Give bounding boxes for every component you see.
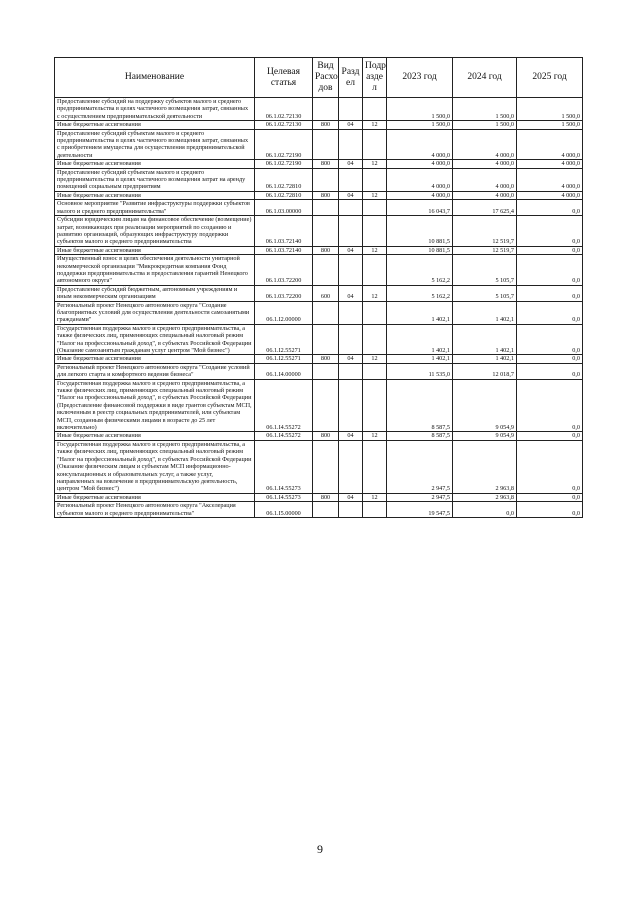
subsection: 12: [363, 121, 387, 129]
table-row: [55, 432, 583, 440]
amount-2025: 0,0: [517, 285, 583, 301]
row-name: Иные бюджетные ассигнования: [55, 432, 255, 440]
subsection: 12: [363, 432, 387, 440]
section: [339, 168, 363, 191]
expense-type: [313, 301, 339, 324]
subsection: [363, 440, 387, 493]
section: [339, 440, 363, 493]
header-name: Наименование: [55, 58, 255, 98]
row-name: Государственная поддержка малого и среднего предпринимательства, а также физических лиц, применяющих специальный налоговый режим "Налог на профессиональный доход", в субъектах Российской Федерации (Предоставление финансовой поддержки в виде грантов субъектам МСП, включенным в реестр социальных предпринимателей, или субъектам МСП, созданным физическими лицами в возрасте до 25 лет включительно): [55, 379, 255, 432]
target-code: 06.1.I4.55272: [255, 379, 313, 432]
amount-2024: 1 402,1: [453, 324, 517, 355]
row-name: Предоставление субсидий бюджетным, автономным учреждениям и иным некоммерческим организациям: [55, 285, 255, 301]
amount-2025: 4 000,0: [517, 168, 583, 191]
expense-type: [313, 200, 339, 216]
table-row: [55, 379, 583, 432]
expense-type: [313, 216, 339, 247]
amount-2024: 5 105,7: [453, 255, 517, 286]
expense-type: [313, 440, 339, 493]
section: [339, 502, 363, 518]
row-name: Основное мероприятие "Развитие инфраструктуры поддержки субъектов малого и среднего предпринимательства": [55, 200, 255, 216]
target-code: 06.1.I4.55273: [255, 493, 313, 501]
table-row: [55, 255, 583, 286]
expense-type: 800: [313, 160, 339, 168]
amount-2025: 4 000,0: [517, 160, 583, 168]
subsection: [363, 301, 387, 324]
section: [339, 255, 363, 286]
expense-type: [313, 129, 339, 160]
amount-2023: 4 000,0: [387, 129, 453, 160]
amount-2025: 0,0: [517, 502, 583, 518]
section: [339, 129, 363, 160]
subsection: [363, 363, 387, 379]
amount-2024: 9 054,9: [453, 379, 517, 432]
target-code: 06.1.02.72190: [255, 160, 313, 168]
subsection: 12: [363, 246, 387, 254]
amount-2023: 19 547,5: [387, 502, 453, 518]
target-code: 06.1.I4.55272: [255, 432, 313, 440]
target-code: 06.1.02.72130: [255, 98, 313, 121]
target-code: 06.1.03.72200: [255, 255, 313, 286]
amount-2025: 0,0: [517, 379, 583, 432]
amount-2025: 0,0: [517, 324, 583, 355]
section: 04: [339, 246, 363, 254]
table-row: [55, 129, 583, 160]
header-razdel: Разд ел: [339, 58, 363, 98]
table-row: [55, 98, 583, 121]
amount-2024: 4 000,0: [453, 160, 517, 168]
amount-2023: 5 162,2: [387, 255, 453, 286]
amount-2025: 0,0: [517, 255, 583, 286]
expense-type: [313, 363, 339, 379]
row-name: Предоставление субсидий субъектам малого и среднего предпринимательства в целях частичного возмещения затрат на аренду помещений социальным предприятиям: [55, 168, 255, 191]
section: 04: [339, 121, 363, 129]
header-vid: Вид Расхо дов: [313, 58, 339, 98]
target-code: 06.1.03.72140: [255, 216, 313, 247]
expense-type: 800: [313, 432, 339, 440]
target-code: 06.1.03.72140: [255, 246, 313, 254]
table-row: [55, 502, 583, 518]
amount-2025: 0,0: [517, 301, 583, 324]
amount-2023: 1 500,0: [387, 98, 453, 121]
amount-2024: 2 963,8: [453, 440, 517, 493]
table-header-row: [55, 58, 583, 98]
amount-2023: 10 881,5: [387, 216, 453, 247]
budget-table: [54, 57, 583, 518]
target-code: 06.1.02.72810: [255, 191, 313, 199]
amount-2023: 4 000,0: [387, 160, 453, 168]
row-name: Иные бюджетные ассигнования: [55, 246, 255, 254]
target-code: 06.1.02.72190: [255, 129, 313, 160]
amount-2023: 1 402,1: [387, 355, 453, 363]
expense-type: [313, 98, 339, 121]
amount-2024: 4 000,0: [453, 168, 517, 191]
amount-2025: 0,0: [517, 432, 583, 440]
expense-type: [313, 255, 339, 286]
row-name: Иные бюджетные ассигнования: [55, 355, 255, 363]
section: [339, 324, 363, 355]
amount-2024: 0,0: [453, 502, 517, 518]
section: 04: [339, 493, 363, 501]
amount-2024: 1 500,0: [453, 121, 517, 129]
expense-type: 800: [313, 493, 339, 501]
amount-2023: 10 881,5: [387, 246, 453, 254]
amount-2025: 0,0: [517, 440, 583, 493]
row-name: Иные бюджетные ассигнования: [55, 191, 255, 199]
subsection: [363, 502, 387, 518]
amount-2024: 4 000,0: [453, 191, 517, 199]
expense-type: [313, 502, 339, 518]
amount-2025: 1 500,0: [517, 98, 583, 121]
expense-type: [313, 379, 339, 432]
amount-2023: 1 402,1: [387, 301, 453, 324]
target-code: 06.1.I4.00000: [255, 363, 313, 379]
amount-2025: 0,0: [517, 493, 583, 501]
header-2024: 2024 год: [453, 58, 517, 98]
row-name: Государственная поддержка малого и среднего предпринимательства, а также физических лиц, применяющих специальный налоговый режим "Налог на профессиональный доход", в субъектах Российской Федерации (Оказание самозанятым гражданам услуг центром "Мой бизнес"): [55, 324, 255, 355]
table-row: [55, 324, 583, 355]
row-name: Государственная поддержка малого и среднего предпринимательства, а также физических лиц, применяющих специальный налоговый режим "Налог на профессиональный доход", в субъектах Российской Федерации (Оказание физическим лицам и субъектам МСП информационно-консультационных и образовательных услуг, а также услуг, направленных на вовлечение в предпринимательскую деятельность, центром "Мой бизнес"): [55, 440, 255, 493]
subsection: 12: [363, 285, 387, 301]
section: [339, 200, 363, 216]
amount-2023: 8 587,5: [387, 432, 453, 440]
section: 04: [339, 285, 363, 301]
amount-2024: 1 500,0: [453, 98, 517, 121]
section: 04: [339, 191, 363, 199]
amount-2024: 5 105,7: [453, 285, 517, 301]
row-name: Региональный проект Ненецкого автономного округа "Акселерация субъектов малого и среднего предпринимательства": [55, 502, 255, 518]
amount-2024: 4 000,0: [453, 129, 517, 160]
target-code: 06.1.I2.00000: [255, 301, 313, 324]
section: 04: [339, 432, 363, 440]
table-row: [55, 301, 583, 324]
amount-2024: 17 625,4: [453, 200, 517, 216]
target-code: 06.1.I4.55273: [255, 440, 313, 493]
amount-2024: 2 963,8: [453, 493, 517, 501]
target-code: 06.1.02.72130: [255, 121, 313, 129]
header-podrazdel: Подр азде л: [363, 58, 387, 98]
expense-type: [313, 324, 339, 355]
header-target: Целевая статья: [255, 58, 313, 98]
amount-2023: 4 000,0: [387, 168, 453, 191]
amount-2023: 1 402,1: [387, 324, 453, 355]
amount-2025: 4 000,0: [517, 129, 583, 160]
row-name: Иные бюджетные ассигнования: [55, 493, 255, 501]
expense-type: 600: [313, 285, 339, 301]
target-code: 06.1.I5.00000: [255, 502, 313, 518]
row-name: Предоставление субсидий субъектам малого и среднего предпринимательства в целях частичного возмещения затрат, связанных с приобретением имущества для осуществления предпринимательской деятельности: [55, 129, 255, 160]
amount-2023: 4 000,0: [387, 191, 453, 199]
subsection: [363, 98, 387, 121]
amount-2024: 1 402,1: [453, 355, 517, 363]
expense-type: 800: [313, 355, 339, 363]
amount-2025: 0,0: [517, 355, 583, 363]
subsection: [363, 379, 387, 432]
expense-type: 800: [313, 121, 339, 129]
section: [339, 301, 363, 324]
row-name: Региональный проект Ненецкого автономного округа "Создание условий для легкого старта и комфортного ведения бизнеса": [55, 363, 255, 379]
header-2023: 2023 год: [387, 58, 453, 98]
row-name: Имущественный взнос в целях обеспечения деятельности унитарной некоммерческой организации "Микрокредитная компания Фонд поддержки предпринимательства и предоставления гарантий Ненецкого автономного округа": [55, 255, 255, 286]
row-name: Предоставление субсидий на поддержку субъектов малого и среднего предпринимательства в целях частичного возмещения затрат, связанных с осуществлением предпринимательской деятельности: [55, 98, 255, 121]
subsection: [363, 168, 387, 191]
table-row: [55, 493, 583, 501]
subsection: [363, 216, 387, 247]
amount-2025: 0,0: [517, 216, 583, 247]
row-name: Региональный проект Ненецкого автономного округа "Создание благоприятных условий для осуществления деятельности самозанятыми гражданами": [55, 301, 255, 324]
row-name: Иные бюджетные ассигнования: [55, 121, 255, 129]
target-code: 06.1.03.00000: [255, 200, 313, 216]
amount-2023: 2 947,5: [387, 440, 453, 493]
amount-2024: 12 519,7: [453, 216, 517, 247]
section: [339, 216, 363, 247]
table-row: [55, 160, 583, 168]
table-row: [55, 363, 583, 379]
table-body: [55, 98, 583, 518]
amount-2025: 0,0: [517, 246, 583, 254]
target-code: 06.1.02.72810: [255, 168, 313, 191]
row-name: Иные бюджетные ассигнования: [55, 160, 255, 168]
amount-2025: 0,0: [517, 363, 583, 379]
amount-2023: 5 162,2: [387, 285, 453, 301]
amount-2024: 1 402,1: [453, 301, 517, 324]
table-row: [55, 440, 583, 493]
amount-2023: 1 500,0: [387, 121, 453, 129]
table-row: [55, 285, 583, 301]
table-row: [55, 216, 583, 247]
section: [339, 363, 363, 379]
subsection: [363, 200, 387, 216]
target-code: 06.1.I2.55271: [255, 355, 313, 363]
target-code: 06.1.03.72200: [255, 285, 313, 301]
amount-2024: 9 054,9: [453, 432, 517, 440]
subsection: [363, 324, 387, 355]
table-row: [55, 200, 583, 216]
table-row: [55, 246, 583, 254]
target-code: 06.1.I2.55271: [255, 324, 313, 355]
page-number: 9: [317, 842, 323, 856]
row-name: Субсидии юридическим лицам на финансовое обеспечение (возмещение) затрат, возникающих при реализации мероприятий по созданию и развитию организаций, образующих инфраструктуру поддержки субъектов малого и среднего предпринимательства: [55, 216, 255, 247]
subsection: [363, 129, 387, 160]
amount-2025: 0,0: [517, 200, 583, 216]
expense-type: [313, 168, 339, 191]
table-row: [55, 355, 583, 363]
subsection: 12: [363, 355, 387, 363]
amount-2023: 11 535,0: [387, 363, 453, 379]
amount-2025: 4 000,0: [517, 191, 583, 199]
amount-2024: 12 519,7: [453, 246, 517, 254]
amount-2025: 1 500,0: [517, 121, 583, 129]
subsection: [363, 255, 387, 286]
subsection: 12: [363, 191, 387, 199]
subsection: 12: [363, 493, 387, 501]
section: 04: [339, 355, 363, 363]
subsection: 12: [363, 160, 387, 168]
amount-2024: 12 018,7: [453, 363, 517, 379]
table-row: [55, 168, 583, 191]
table-row: [55, 191, 583, 199]
header-2025: 2025 год: [517, 58, 583, 98]
amount-2023: 16 043,7: [387, 200, 453, 216]
section: 04: [339, 160, 363, 168]
amount-2023: 2 947,5: [387, 493, 453, 501]
section: [339, 379, 363, 432]
expense-type: 800: [313, 246, 339, 254]
expense-type: 800: [313, 191, 339, 199]
table-row: [55, 121, 583, 129]
section: [339, 98, 363, 121]
amount-2023: 8 587,5: [387, 379, 453, 432]
